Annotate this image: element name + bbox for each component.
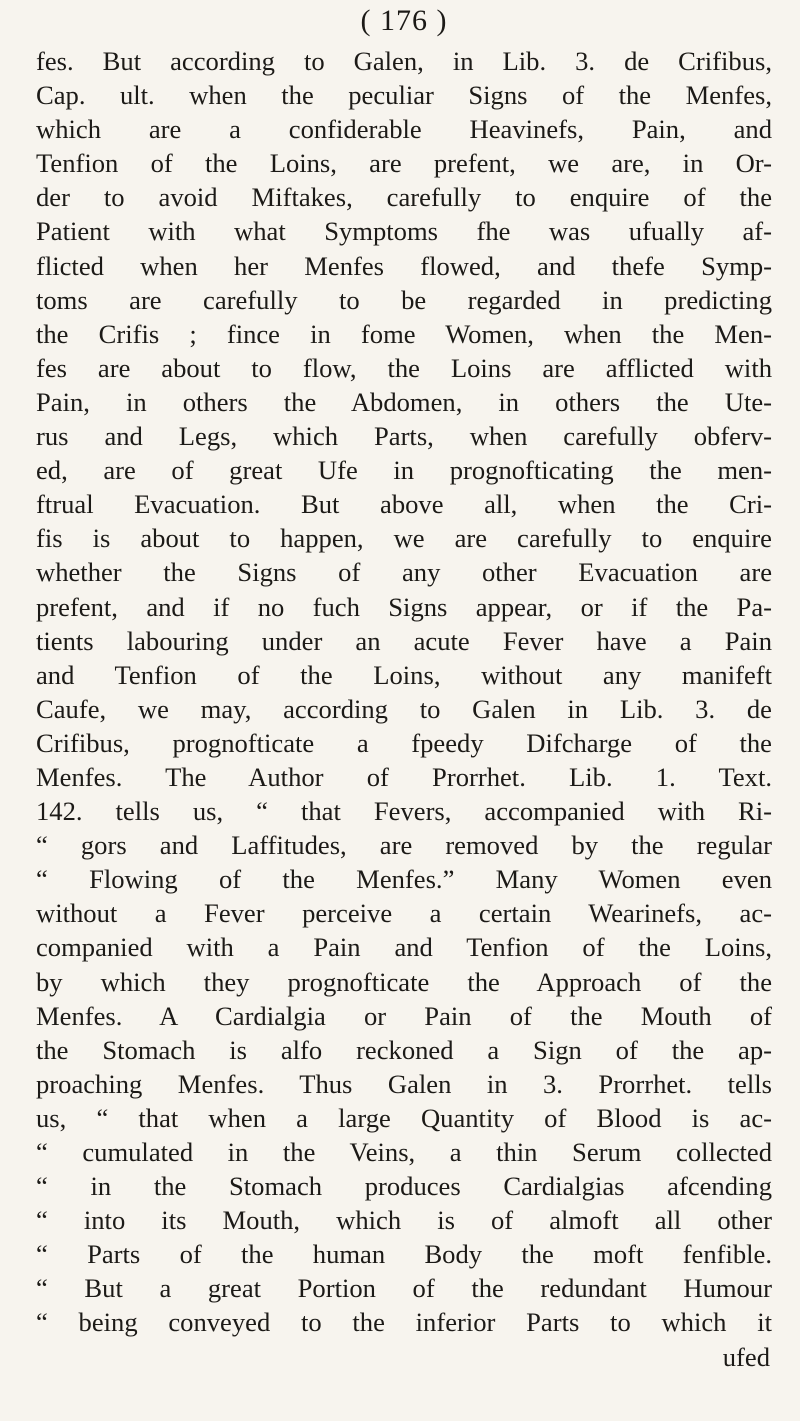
text-line: “ Parts of the human Body the moft fenfible. — [36, 1239, 772, 1270]
text-line: proaching Menfes. Thus Galen in 3. Prorrhet. tells — [36, 1068, 772, 1099]
text-line: companied with a Pain and Tenfion of the Loins, — [36, 932, 772, 963]
body-text — [36, 44, 772, 1374]
text-line: prefent, and if no fuch Signs appear, or if the Pa- — [36, 591, 772, 622]
text-line: Patient with what Symptoms fhe was ufually af- — [36, 216, 772, 247]
text-line: “ cumulated in the Veins, a thin Serum collected — [36, 1137, 772, 1167]
text-line: Cap. ult. when the peculiar Signs of the Menfes, — [36, 80, 772, 111]
text-line: “ into its Mouth, which is of almoft all other — [36, 1205, 772, 1236]
text-line: “ gors and Laffitudes, are removed by the regular — [36, 830, 772, 861]
text-line: and Tenfion of the Loins, without any manifeft — [36, 659, 772, 690]
text-line: 142. tells us, “ that Fevers, accompanied with Ri- — [36, 796, 772, 827]
text-line: rus and Legs, which Parts, when carefully obferv- — [36, 421, 772, 452]
text-line: us, “ that when a large Quantity of Blood is ac- — [36, 1102, 772, 1133]
text-line: by which they prognofticate the Approach of the — [36, 966, 772, 997]
text-line: fes are about to flow, the Loins are afflicted with — [36, 352, 772, 383]
text-line: “ being conveyed to the inferior Parts to which it — [36, 1307, 772, 1338]
text-line: ed, are of great Ufe in prognofticating the men- — [36, 455, 772, 486]
text-line: Menfes. A Cardialgia or Pain of the Mouth of — [36, 1000, 772, 1031]
page-number: ( 176 ) — [360, 4, 448, 37]
text-line: Pain, in others the Abdomen, in others the Ute- — [36, 386, 772, 417]
text-line: Caufe, we may, according to Galen in Lib. 3. de — [36, 693, 772, 724]
text-line: der to avoid Miftakes, carefully to enquire of the — [36, 182, 772, 213]
text-line: tients labouring under an acute Fever have a Pain — [36, 625, 772, 656]
text-line: without a Fever perceive a certain Wearinefs, ac- — [36, 898, 772, 929]
text-line: the Stomach is alfo reckoned a Sign of the ap- — [36, 1034, 772, 1065]
text-line: “ But a great Portion of the redundant Humour — [36, 1273, 772, 1304]
text-line: fes. But according to Galen, in Lib. 3. de Crifibus, — [36, 46, 772, 76]
text-line: Crifibus, prognofticate a fpeedy Difcharge of the — [36, 727, 772, 758]
text-line: “ Flowing of the Menfes.” Many Women even — [36, 864, 772, 895]
text-line: whether the Signs of any other Evacuation are — [36, 557, 772, 588]
text-line: flicted when her Menfes flowed, and thefe Symp- — [36, 250, 772, 281]
text-line: which are a confiderable Heavinefs, Pain, and — [36, 114, 772, 145]
text-line: the Crifis ; fince in fome Women, when the Men- — [36, 318, 772, 349]
catchword: ufed — [722, 1341, 770, 1372]
text-line: toms are carefully to be regarded in predicting — [36, 284, 772, 315]
text-line: Tenfion of the Loins, are prefent, we are, in Or- — [36, 148, 772, 179]
text-line: ftrual Evacuation. But above all, when the Cri- — [36, 489, 772, 520]
text-line: “ in the Stomach produces Cardialgias afcending — [36, 1171, 772, 1202]
text-line: Menfes. The Author of Prorrhet. Lib. 1. Text. — [36, 761, 772, 792]
text-line: fis is about to happen, we are carefully to enquire — [36, 523, 772, 554]
